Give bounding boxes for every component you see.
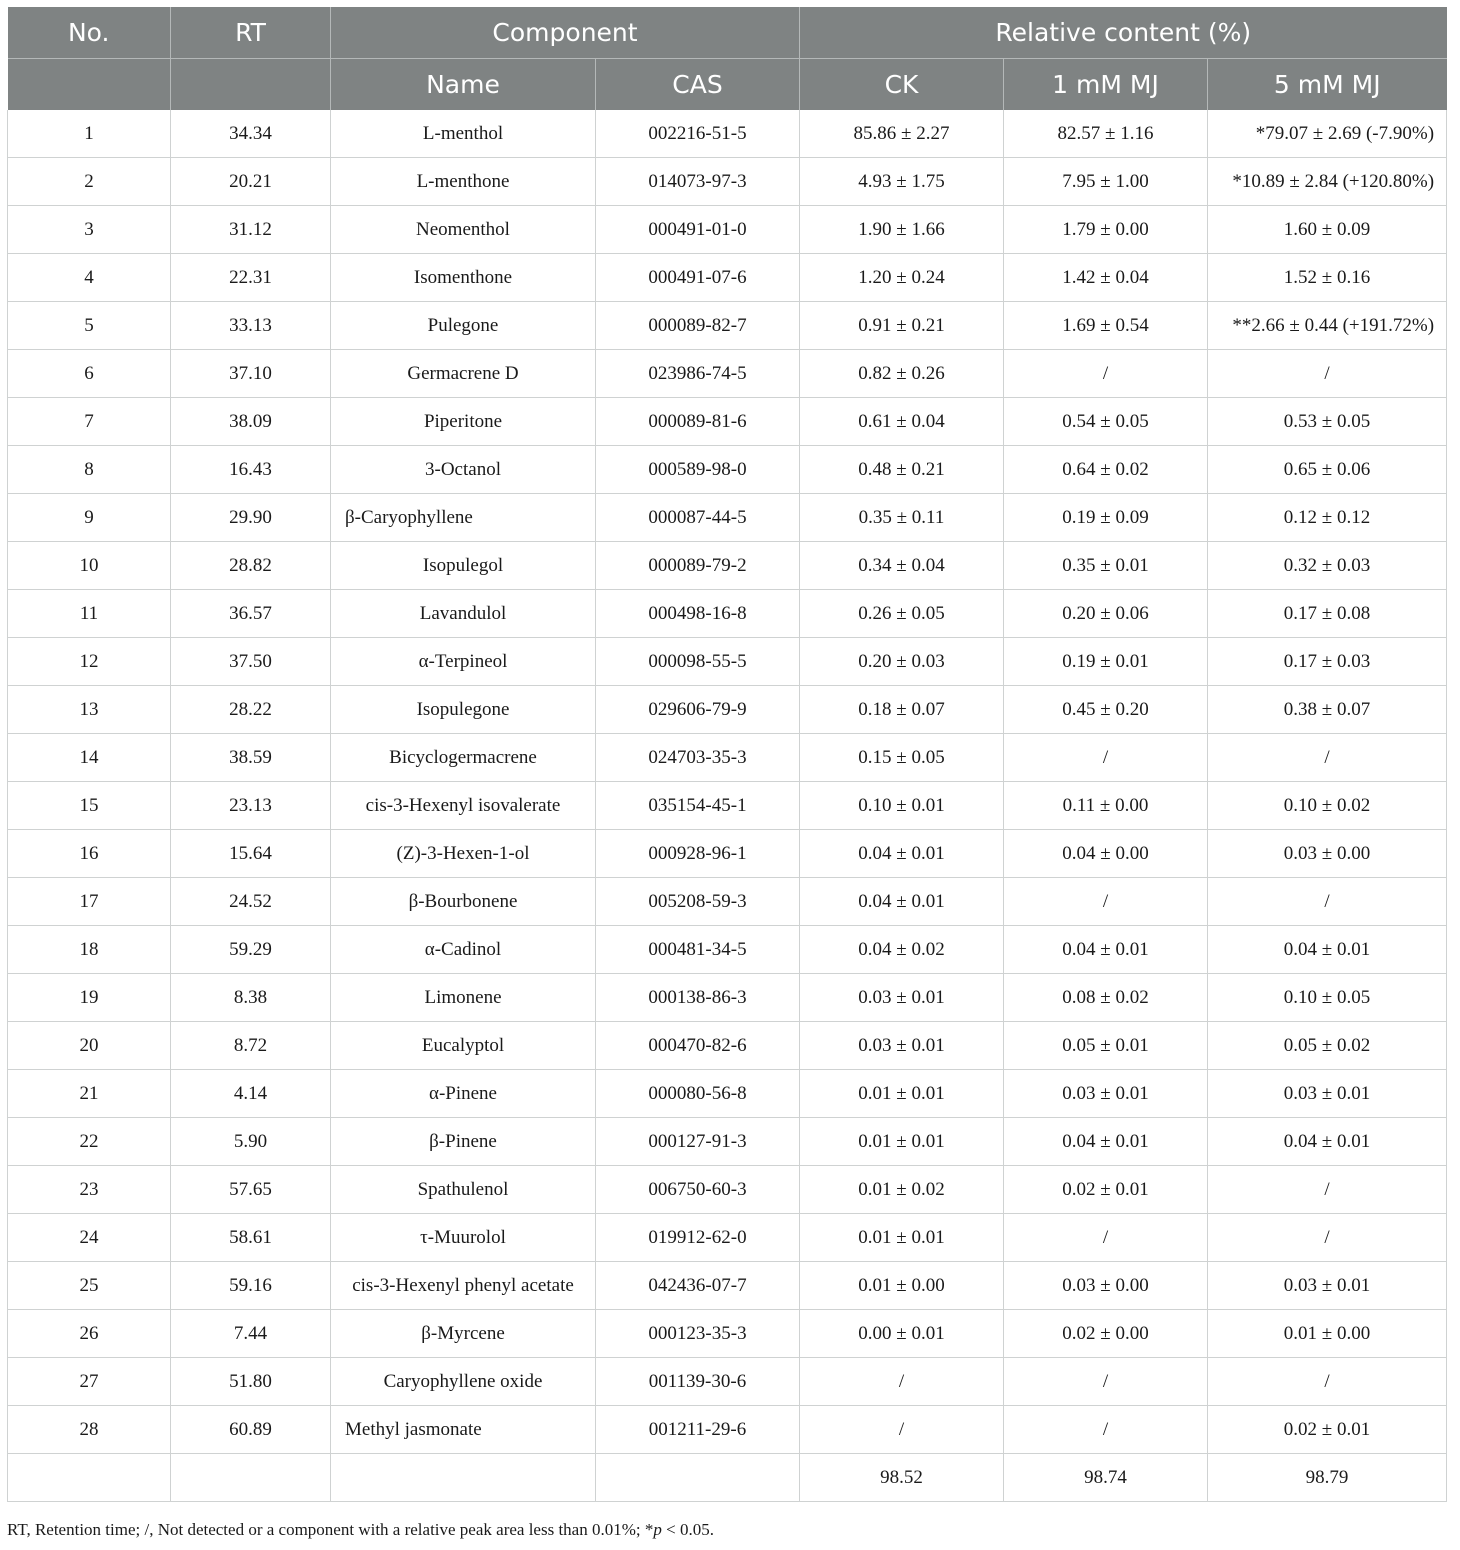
cell-no: 1 (8, 110, 171, 158)
cell-1mm-mj: 0.35 ± 0.01 (1004, 542, 1208, 590)
cell-ck: 0.15 ± 0.05 (800, 734, 1004, 782)
cell-rt: 8.38 (171, 974, 331, 1022)
cell-1mm-mj: 0.19 ± 0.01 (1004, 638, 1208, 686)
cell-rt: 5.90 (171, 1118, 331, 1166)
cell-name: α-Pinene (331, 1070, 596, 1118)
cell-5mm-mj: 0.17 ± 0.03 (1208, 638, 1447, 686)
table-row (8, 542, 1447, 590)
table-row (8, 590, 1447, 638)
header-empty-no (8, 59, 171, 111)
cell-1mm-mj: 0.05 ± 0.01 (1004, 1022, 1208, 1070)
cell-name: (Z)-3-Hexen-1-ol (331, 830, 596, 878)
cell-ck: 1.20 ± 0.24 (800, 254, 1004, 302)
cell-5mm-mj: 0.17 ± 0.08 (1208, 590, 1447, 638)
cell-name: Spathulenol (331, 1166, 596, 1214)
cell-ck: 0.82 ± 0.26 (800, 350, 1004, 398)
cell-ck: 0.03 ± 0.01 (800, 974, 1004, 1022)
cell-5mm-mj: 0.10 ± 0.05 (1208, 974, 1447, 1022)
header-component: Component (331, 7, 800, 59)
cell-1mm-mj: / (1004, 1406, 1208, 1454)
cell-rt: 38.59 (171, 734, 331, 782)
cell-no: 14 (8, 734, 171, 782)
header-5mm-mj: 5 mM MJ (1208, 59, 1447, 111)
cell-name: cis-3-Hexenyl isovalerate (331, 782, 596, 830)
header-row-1 (8, 7, 1447, 59)
cell-rt: 59.16 (171, 1262, 331, 1310)
cell-no: 27 (8, 1358, 171, 1406)
cell-no: 18 (8, 926, 171, 974)
cell-no: 5 (8, 302, 171, 350)
cell-no: 11 (8, 590, 171, 638)
cell-rt: 29.90 (171, 494, 331, 542)
header-cas: CAS (596, 59, 800, 111)
footnote-prefix: RT, Retention time; /, Not detected or a component with a relative peak area less than 0.01%; * (7, 1520, 654, 1539)
cell-name: Isopulegol (331, 542, 596, 590)
cell-ck: 0.01 ± 0.01 (800, 1214, 1004, 1262)
cell-cas: 042436-07-7 (596, 1262, 800, 1310)
cell-no: 10 (8, 542, 171, 590)
cell-rt: 60.89 (171, 1406, 331, 1454)
cell-5mm-mj: / (1208, 1214, 1447, 1262)
cell-cas: 000089-81-6 (596, 398, 800, 446)
cell-1mm-mj: 0.45 ± 0.20 (1004, 686, 1208, 734)
table-row (8, 782, 1447, 830)
cell-1mm-mj: / (1004, 350, 1208, 398)
cell-no: 21 (8, 1070, 171, 1118)
cell-5mm-mj: 0.65 ± 0.06 (1208, 446, 1447, 494)
cell-cas: 029606-79-9 (596, 686, 800, 734)
cell-ck: 0.01 ± 0.01 (800, 1070, 1004, 1118)
cell-cas: 000123-35-3 (596, 1310, 800, 1358)
cell-5mm-mj: / (1208, 1358, 1447, 1406)
cell-5mm-mj: 0.01 ± 0.00 (1208, 1310, 1447, 1358)
cell-1mm-mj: 82.57 ± 1.16 (1004, 110, 1208, 158)
cell-no: 17 (8, 878, 171, 926)
table-row (8, 110, 1447, 158)
table-row (8, 158, 1447, 206)
table-row (8, 1118, 1447, 1166)
table-row (8, 398, 1447, 446)
cell-1mm-mj: 0.04 ± 0.01 (1004, 926, 1208, 974)
header-row-2 (8, 59, 1447, 111)
cell-1mm-mj: / (1004, 878, 1208, 926)
cell-name: 3-Octanol (331, 446, 596, 494)
cell-rt: 31.12 (171, 206, 331, 254)
cell-cas: 000491-07-6 (596, 254, 800, 302)
table-row (8, 974, 1447, 1022)
cell-5mm-mj: / (1208, 1166, 1447, 1214)
cell-cas: 000127-91-3 (596, 1118, 800, 1166)
cell-name: L-menthol (331, 110, 596, 158)
totals-empty-rt (171, 1454, 331, 1502)
cell-1mm-mj: 7.95 ± 1.00 (1004, 158, 1208, 206)
cell-5mm-mj: 0.04 ± 0.01 (1208, 1118, 1447, 1166)
cell-ck: 0.04 ± 0.01 (800, 830, 1004, 878)
cell-no: 2 (8, 158, 171, 206)
cell-ck: 0.04 ± 0.01 (800, 878, 1004, 926)
table-row (8, 302, 1447, 350)
table-row (8, 926, 1447, 974)
cell-no: 7 (8, 398, 171, 446)
cell-name: Neomenthol (331, 206, 596, 254)
cell-no: 8 (8, 446, 171, 494)
cell-name: Methyl jasmonate (331, 1406, 596, 1454)
cell-5mm-mj: *10.89 ± 2.84 (+120.80%) (1208, 158, 1447, 206)
cell-no: 20 (8, 1022, 171, 1070)
cell-cas: 001139-30-6 (596, 1358, 800, 1406)
totals-row (8, 1454, 1447, 1502)
cell-cas: 023986-74-5 (596, 350, 800, 398)
cell-name: L-menthone (331, 158, 596, 206)
cell-ck: / (800, 1358, 1004, 1406)
cell-name: Limonene (331, 974, 596, 1022)
cell-rt: 22.31 (171, 254, 331, 302)
table-row (8, 1070, 1447, 1118)
totals-empty-cas (596, 1454, 800, 1502)
cell-name: Isopulegone (331, 686, 596, 734)
cell-cas: 014073-97-3 (596, 158, 800, 206)
header-relative-content: Relative content (%) (800, 7, 1447, 59)
cell-ck: 1.90 ± 1.66 (800, 206, 1004, 254)
table-row (8, 350, 1447, 398)
cell-name: α-Cadinol (331, 926, 596, 974)
cell-cas: 005208-59-3 (596, 878, 800, 926)
cell-name: β-Caryophyllene (331, 494, 596, 542)
cell-name: Caryophyllene oxide (331, 1358, 596, 1406)
cell-ck: 0.26 ± 0.05 (800, 590, 1004, 638)
cell-rt: 7.44 (171, 1310, 331, 1358)
cell-5mm-mj: 0.05 ± 0.02 (1208, 1022, 1447, 1070)
cell-ck: 0.04 ± 0.02 (800, 926, 1004, 974)
footnote-p: p (653, 1520, 662, 1539)
cell-ck: 0.18 ± 0.07 (800, 686, 1004, 734)
cell-5mm-mj: 1.60 ± 0.09 (1208, 206, 1447, 254)
cell-name: Isomenthone (331, 254, 596, 302)
cell-no: 22 (8, 1118, 171, 1166)
cell-name: Germacrene D (331, 350, 596, 398)
cell-rt: 57.65 (171, 1166, 331, 1214)
cell-rt: 23.13 (171, 782, 331, 830)
cell-ck: 0.00 ± 0.01 (800, 1310, 1004, 1358)
cell-no: 24 (8, 1214, 171, 1262)
table-container (7, 7, 1446, 1502)
cell-rt: 24.52 (171, 878, 331, 926)
cell-no: 6 (8, 350, 171, 398)
cell-name: Lavandulol (331, 590, 596, 638)
cell-5mm-mj: *79.07 ± 2.69 (-7.90%) (1208, 110, 1447, 158)
cell-cas: 000089-82-7 (596, 302, 800, 350)
cell-no: 26 (8, 1310, 171, 1358)
cell-name: Eucalyptol (331, 1022, 596, 1070)
cell-ck: 0.34 ± 0.04 (800, 542, 1004, 590)
cell-rt: 4.14 (171, 1070, 331, 1118)
totals-empty-name (331, 1454, 596, 1502)
table-row (8, 446, 1447, 494)
footnote-suffix: < 0.05. (661, 1520, 714, 1539)
cell-cas: 002216-51-5 (596, 110, 800, 158)
cell-rt: 37.10 (171, 350, 331, 398)
cell-rt: 36.57 (171, 590, 331, 638)
cell-rt: 33.13 (171, 302, 331, 350)
table-body (8, 110, 1447, 1502)
cell-no: 28 (8, 1406, 171, 1454)
cell-rt: 38.09 (171, 398, 331, 446)
table-row (8, 1022, 1447, 1070)
cell-1mm-mj: / (1004, 1358, 1208, 1406)
cell-rt: 37.50 (171, 638, 331, 686)
cell-name: Piperitone (331, 398, 596, 446)
composition-table (7, 7, 1447, 1502)
cell-no: 13 (8, 686, 171, 734)
cell-1mm-mj: 0.08 ± 0.02 (1004, 974, 1208, 1022)
cell-1mm-mj: 0.54 ± 0.05 (1004, 398, 1208, 446)
cell-1mm-mj: 0.03 ± 0.01 (1004, 1070, 1208, 1118)
cell-1mm-mj: / (1004, 1214, 1208, 1262)
cell-5mm-mj: 0.03 ± 0.00 (1208, 830, 1447, 878)
header-no: No. (8, 7, 171, 59)
table-row (8, 1262, 1447, 1310)
cell-cas: 035154-45-1 (596, 782, 800, 830)
cell-no: 15 (8, 782, 171, 830)
cell-rt: 28.22 (171, 686, 331, 734)
table-row (8, 878, 1447, 926)
table-row (8, 638, 1447, 686)
cell-5mm-mj: 0.03 ± 0.01 (1208, 1262, 1447, 1310)
cell-rt: 51.80 (171, 1358, 331, 1406)
header-empty-rt (171, 59, 331, 111)
cell-cas: 001211-29-6 (596, 1406, 800, 1454)
cell-rt: 59.29 (171, 926, 331, 974)
header-name: Name (331, 59, 596, 111)
cell-name: α-Terpineol (331, 638, 596, 686)
cell-rt: 34.34 (171, 110, 331, 158)
cell-cas: 000928-96-1 (596, 830, 800, 878)
cell-ck: 0.48 ± 0.21 (800, 446, 1004, 494)
cell-ck: 0.01 ± 0.00 (800, 1262, 1004, 1310)
cell-cas: 024703-35-3 (596, 734, 800, 782)
cell-rt: 58.61 (171, 1214, 331, 1262)
cell-5mm-mj: 0.04 ± 0.01 (1208, 926, 1447, 974)
cell-cas: 000138-86-3 (596, 974, 800, 1022)
cell-name: β-Bourbonene (331, 878, 596, 926)
cell-ck: 0.91 ± 0.21 (800, 302, 1004, 350)
table-row (8, 1358, 1447, 1406)
cell-cas: 019912-62-0 (596, 1214, 800, 1262)
cell-1mm-mj: 1.79 ± 0.00 (1004, 206, 1208, 254)
cell-name: τ-Muurolol (331, 1214, 596, 1262)
cell-no: 12 (8, 638, 171, 686)
cell-ck: 85.86 ± 2.27 (800, 110, 1004, 158)
cell-1mm-mj: / (1004, 734, 1208, 782)
cell-5mm-mj: 0.10 ± 0.02 (1208, 782, 1447, 830)
cell-1mm-mj: 0.11 ± 0.00 (1004, 782, 1208, 830)
cell-5mm-mj: 0.02 ± 0.01 (1208, 1406, 1447, 1454)
table-row (8, 206, 1447, 254)
cell-ck: 0.03 ± 0.01 (800, 1022, 1004, 1070)
cell-rt: 15.64 (171, 830, 331, 878)
cell-5mm-mj: / (1208, 350, 1447, 398)
cell-rt: 28.82 (171, 542, 331, 590)
cell-5mm-mj: 1.52 ± 0.16 (1208, 254, 1447, 302)
cell-ck: 0.35 ± 0.11 (800, 494, 1004, 542)
cell-5mm-mj: 0.03 ± 0.01 (1208, 1070, 1447, 1118)
cell-name: Pulegone (331, 302, 596, 350)
table-footnote (7, 1520, 714, 1540)
cell-cas: 000589-98-0 (596, 446, 800, 494)
cell-no: 3 (8, 206, 171, 254)
cell-cas: 000098-55-5 (596, 638, 800, 686)
cell-ck: 4.93 ± 1.75 (800, 158, 1004, 206)
cell-1mm-mj: 1.42 ± 0.04 (1004, 254, 1208, 302)
cell-ck: 0.20 ± 0.03 (800, 638, 1004, 686)
cell-5mm-mj: 0.53 ± 0.05 (1208, 398, 1447, 446)
cell-cas: 000470-82-6 (596, 1022, 800, 1070)
table-row (8, 254, 1447, 302)
table-row (8, 734, 1447, 782)
table-row (8, 830, 1447, 878)
cell-1mm-mj: 0.04 ± 0.00 (1004, 830, 1208, 878)
cell-5mm-mj: 0.38 ± 0.07 (1208, 686, 1447, 734)
cell-cas: 006750-60-3 (596, 1166, 800, 1214)
cell-cas: 000080-56-8 (596, 1070, 800, 1118)
cell-5mm-mj: 0.12 ± 0.12 (1208, 494, 1447, 542)
cell-cas: 000498-16-8 (596, 590, 800, 638)
cell-no: 19 (8, 974, 171, 1022)
cell-cas: 000089-79-2 (596, 542, 800, 590)
cell-5mm-mj: 0.32 ± 0.03 (1208, 542, 1447, 590)
cell-no: 16 (8, 830, 171, 878)
cell-1mm-mj: 0.19 ± 0.09 (1004, 494, 1208, 542)
cell-no: 25 (8, 1262, 171, 1310)
cell-1mm-mj: 0.20 ± 0.06 (1004, 590, 1208, 638)
total-ck: 98.52 (800, 1454, 1004, 1502)
cell-no: 9 (8, 494, 171, 542)
table-row (8, 1310, 1447, 1358)
cell-cas: 000087-44-5 (596, 494, 800, 542)
cell-1mm-mj: 0.02 ± 0.01 (1004, 1166, 1208, 1214)
header-ck: CK (800, 59, 1004, 111)
cell-name: cis-3-Hexenyl phenyl acetate (331, 1262, 596, 1310)
table-row (8, 1166, 1447, 1214)
table-row (8, 686, 1447, 734)
cell-5mm-mj: **2.66 ± 0.44 (+191.72%) (1208, 302, 1447, 350)
header-1mm-mj: 1 mM MJ (1004, 59, 1208, 111)
cell-ck: 0.61 ± 0.04 (800, 398, 1004, 446)
cell-cas: 000481-34-5 (596, 926, 800, 974)
cell-rt: 16.43 (171, 446, 331, 494)
cell-1mm-mj: 1.69 ± 0.54 (1004, 302, 1208, 350)
table-row (8, 494, 1447, 542)
table-header (8, 7, 1447, 110)
table-row (8, 1214, 1447, 1262)
total-1mm-mj: 98.74 (1004, 1454, 1208, 1502)
cell-1mm-mj: 0.04 ± 0.01 (1004, 1118, 1208, 1166)
cell-ck: / (800, 1406, 1004, 1454)
cell-ck: 0.01 ± 0.01 (800, 1118, 1004, 1166)
cell-no: 23 (8, 1166, 171, 1214)
cell-name: β-Pinene (331, 1118, 596, 1166)
cell-5mm-mj: / (1208, 734, 1447, 782)
cell-5mm-mj: / (1208, 878, 1447, 926)
cell-ck: 0.01 ± 0.02 (800, 1166, 1004, 1214)
cell-name: β-Myrcene (331, 1310, 596, 1358)
total-5mm-mj: 98.79 (1208, 1454, 1447, 1502)
table-row (8, 1406, 1447, 1454)
cell-name: Bicyclogermacrene (331, 734, 596, 782)
cell-rt: 20.21 (171, 158, 331, 206)
cell-1mm-mj: 0.02 ± 0.00 (1004, 1310, 1208, 1358)
cell-no: 4 (8, 254, 171, 302)
totals-empty-no (8, 1454, 171, 1502)
header-rt: RT (171, 7, 331, 59)
cell-1mm-mj: 0.03 ± 0.00 (1004, 1262, 1208, 1310)
cell-cas: 000491-01-0 (596, 206, 800, 254)
cell-ck: 0.10 ± 0.01 (800, 782, 1004, 830)
cell-rt: 8.72 (171, 1022, 331, 1070)
cell-1mm-mj: 0.64 ± 0.02 (1004, 446, 1208, 494)
